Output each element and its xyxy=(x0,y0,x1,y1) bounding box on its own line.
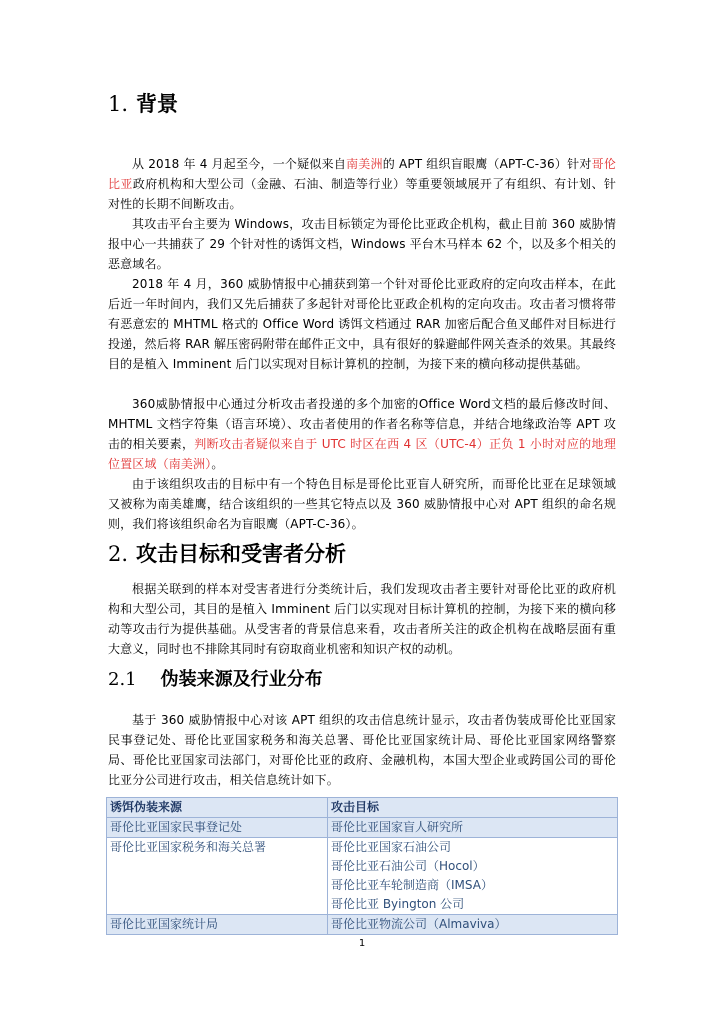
p1-highlight-south-america: 南美洲 xyxy=(346,157,383,171)
table-target-item: 哥伦比亚国家盲人研究所 xyxy=(331,820,464,834)
p1-text-a: 从 2018 年 4 月起至今，一个疑似来自 xyxy=(132,157,347,171)
table-target-item: 哥伦比亚国家石油公司 xyxy=(331,840,452,854)
p4-text-a: 360威胁情报中心通过分析攻击者投递的多个加密的Office Word文档的最后修改时间、MHTML 文档字符集（语言环境）、攻击者使用的作者名称等信息，并结合地缘政治等 APT 攻击的相关要素， xyxy=(108,397,616,451)
section-2-title: 攻击目标和受害者分析 xyxy=(136,542,347,566)
background-paragraph-2: 其攻击平台主要为 Windows，攻击目标锁定为哥伦比亚政企机构，截止目前 360 威胁情报中心一共捕获了 29 个针对性的诱饵文档，Windows 平台木马样本 62 个，以及多个相关的恶意域名。 xyxy=(108,217,616,271)
p1-highlight-colombia: 哥伦比亚 xyxy=(108,157,616,191)
table-header-source: 诱饵伪装来源 xyxy=(107,798,328,818)
background-paragraph-3: 2018 年 4 月，360 威胁情报中心捕获到第一个针对哥伦比亚政府的定向攻击样本，在此后近一年时间内，我们又先后捕获了多起针对哥伦比亚政企机构的定向攻击。攻击者习惯将带有恶意宏的 MHTML 格式的 Office Word 诱饵文档通过 RAR 加密后配合鱼叉邮件对目标进行投递，然后将 RAR 解压密码附带在邮件正文中，具有很好的躲避邮件网关查杀的效果。其最终目的是植入 Imminent 后门以实现对目标计算机的控制，为接下来的横向移动提供基础。 xyxy=(108,277,616,371)
p1-text-c: 的 APT 组织盲眼鹰（APT-C-36）针对 xyxy=(382,157,592,171)
p1-text-e: 政府机构和大型公司（金融、石油、制造等行业）等重要领域展开了有组织、有计划、针对性的长期不间断攻击。 xyxy=(108,177,616,211)
table-target-item: 哥伦比亚石油公司（Hocol） xyxy=(331,859,485,873)
table-cell-targets xyxy=(328,818,618,838)
table-cell-source: 哥伦比亚国家税务和海关总署 xyxy=(107,838,328,915)
table-row xyxy=(107,838,618,915)
background-paragraph-5: 由于该组织攻击的目标中有一个特色目标是哥伦比亚盲人研究所，而哥伦比亚在足球领域又被称为南美雄鹰，结合该组织的一些其它特点以及 360 威胁情报中心对 APT 组织的命名规则，我们将该组织命名为盲眼鹰（APT-C-36）。 xyxy=(108,477,616,531)
table-cell-targets xyxy=(328,915,618,935)
table-target-item: 哥伦比亚 Byington 公司 xyxy=(331,897,465,911)
table-row xyxy=(107,818,618,838)
section-2-number: 2. xyxy=(108,542,129,566)
background-paragraph-4 xyxy=(108,394,616,474)
table-header-target: 攻击目标 xyxy=(328,798,618,818)
disguise-source-table xyxy=(106,797,618,935)
background-paragraph-1 xyxy=(108,154,616,214)
section-2-heading xyxy=(108,540,346,568)
table-cell-source: 哥伦比亚国家统计局 xyxy=(107,915,328,935)
section-2-1-heading xyxy=(108,667,323,693)
table-cell-source: 哥伦比亚国家民事登记处 xyxy=(107,818,328,838)
page-number: 1 xyxy=(358,938,366,949)
analysis-paragraph-1: 根据关联到的样本对受害者进行分类统计后，我们发现攻击者主要针对哥伦比亚的政府机构和大型公司，其目的是植入 Imminent 后门以实现对目标计算机的控制，为接下来的横向移动等攻击行为提供基础。从受害者的背景信息来看，攻击者所关注的政企机构在战略层面有重大意义，同时也不排除其同时有窃取商业机密和知识产权的动机。 xyxy=(108,582,616,656)
section-1-heading xyxy=(108,90,178,118)
section-1-number: 1. xyxy=(108,92,129,116)
table-cell-targets xyxy=(328,838,618,915)
section-2-1-title: 伪装来源及行业分布 xyxy=(160,669,323,690)
section-2-1-number: 2.1 xyxy=(108,669,137,690)
distribution-paragraph-1: 基于 360 威胁情报中心对该 APT 组织的攻击信息统计显示，攻击者伪装成哥伦比亚国家民事登记处、哥伦比亚国家税务和海关总署、哥伦比亚国家统计局、哥伦比亚国家网络警察局、哥伦比亚国家司法部门，对哥伦比亚的政府、金融机构，本国大型企业或跨国公司的哥伦比亚分公司进行攻击，相关信息统计如下。 xyxy=(108,713,616,787)
table-target-item: 哥伦比亚车轮制造商（IMSA） xyxy=(331,878,493,892)
table-row xyxy=(107,915,618,935)
p4-highlight-conclusion: 判断攻击者疑似来自于 UTC 时区在西 4 区（UTC-4）正负 1 小时对应的地理位置区域（南美洲） xyxy=(108,437,616,471)
p4-text-c: 。 xyxy=(211,457,224,471)
table-header-row xyxy=(107,798,618,818)
table-target-item: 哥伦比亚物流公司（Almaviva） xyxy=(331,917,507,931)
section-1-title: 背景 xyxy=(136,92,179,116)
